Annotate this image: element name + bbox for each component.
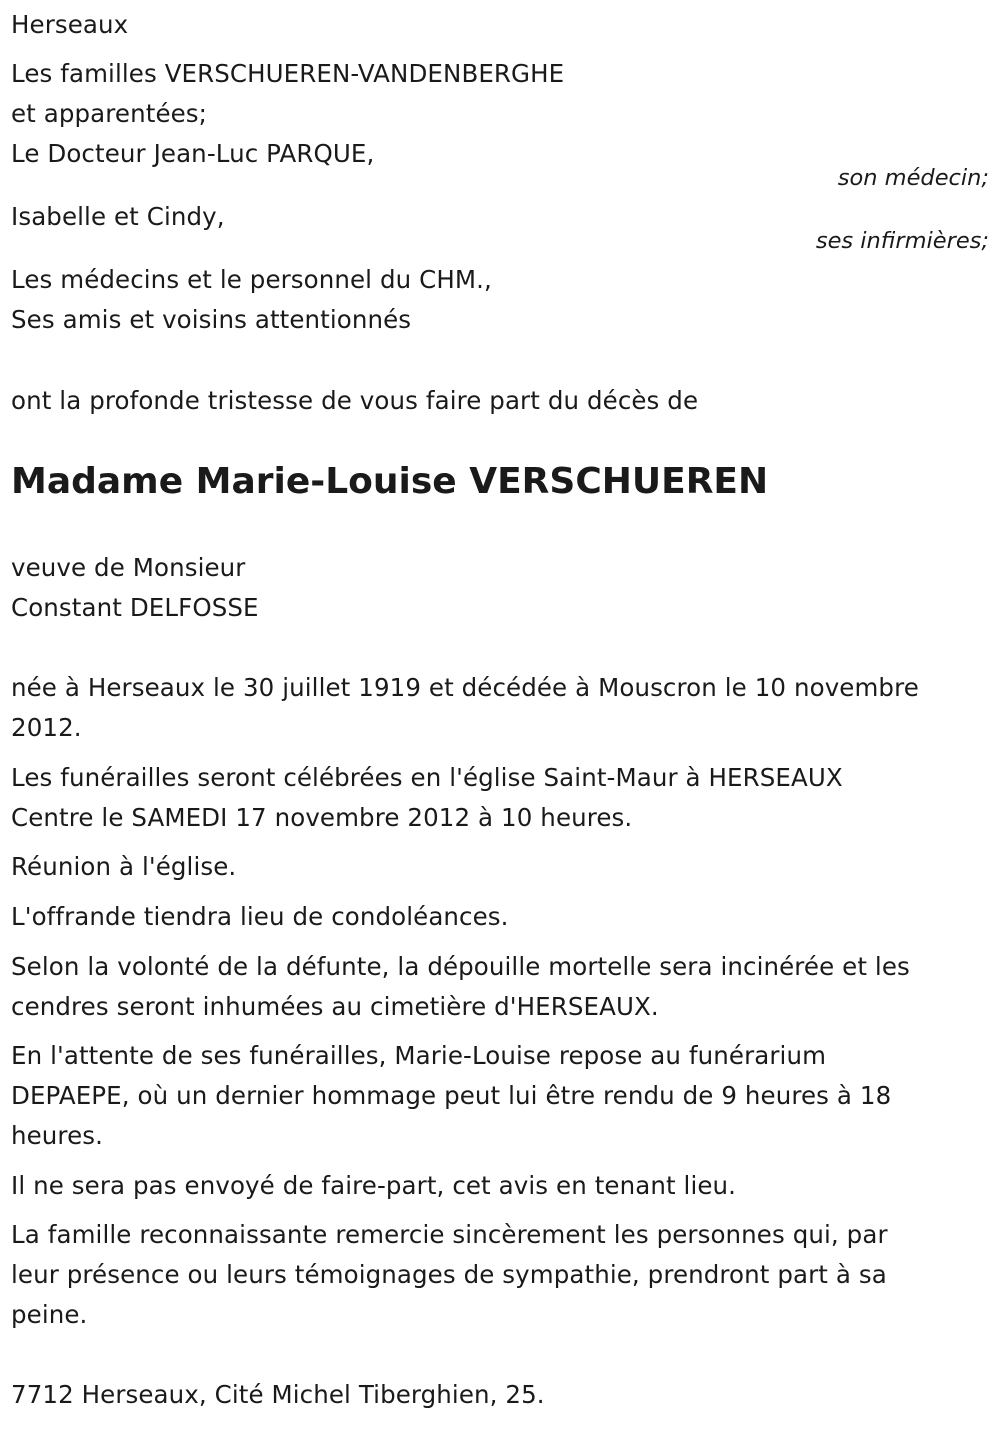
funerarium-line3: heures. bbox=[11, 1121, 103, 1150]
announcer-hospital-staff: Les médecins et le personnel du CHM., bbox=[11, 265, 492, 294]
cremation-line1: Selon la volonté de la défunte, la dépouille mortelle sera incinérée et les bbox=[11, 952, 910, 981]
birth-death-line1: née à Herseaux le 30 juillet 1919 et décédée à Mouscron le 10 novembre bbox=[11, 673, 919, 702]
birth-death-line2: 2012. bbox=[11, 713, 82, 742]
thanks-line3: peine. bbox=[11, 1300, 88, 1329]
offering-text: L'offrande tiendra lieu de condoléances. bbox=[11, 902, 509, 931]
nurses-role: ses infirmières; bbox=[815, 228, 989, 254]
funeral-line1: Les funérailles seront célébrées en l'église Saint-Maur à HERSEAUX bbox=[11, 763, 843, 792]
widow-of-line1: veuve de Monsieur bbox=[11, 553, 246, 582]
cremation-line2: cendres seront inhumées au cimetière d'HERSEAUX. bbox=[11, 992, 659, 1021]
announcement-text: ont la profonde tristesse de vous faire part du décès de bbox=[11, 386, 699, 415]
address-text: 7712 Herseaux, Cité Michel Tiberghien, 25. bbox=[11, 1380, 545, 1409]
reunion-text: Réunion à l'église. bbox=[11, 852, 237, 881]
thanks-line1: La famille reconnaissante remercie sincèrement les personnes qui, par bbox=[11, 1220, 888, 1249]
announcer-friends: Ses amis et voisins attentionnés bbox=[11, 305, 412, 334]
widow-of-line2: Constant DELFOSSE bbox=[11, 593, 259, 622]
deceased-name: Madame Marie-Louise VERSCHUEREN bbox=[11, 461, 769, 502]
announcer-nurses: Isabelle et Cindy, bbox=[11, 202, 225, 231]
funerarium-line1: En l'attente de ses funérailles, Marie-Louise repose au funérarium bbox=[11, 1041, 827, 1070]
location-header: Herseaux bbox=[11, 10, 129, 39]
obituary-notice bbox=[11, 0, 989, 1431]
doctor-role: son médecin; bbox=[837, 165, 989, 191]
notice-text: Il ne sera pas envoyé de faire-part, cet avis en tenant lieu. bbox=[11, 1171, 737, 1200]
funerarium-line2: DEPAEPE, où un dernier hommage peut lui être rendu de 9 heures à 18 bbox=[11, 1081, 892, 1110]
funeral-line2: Centre le SAMEDI 17 novembre 2012 à 10 heures. bbox=[11, 803, 633, 832]
announcer-relatives: et apparentées; bbox=[11, 99, 208, 128]
thanks-line2: leur présence ou leurs témoignages de sympathie, prendront part à sa bbox=[11, 1260, 887, 1289]
announcer-doctor: Le Docteur Jean-Luc PARQUE, bbox=[11, 139, 375, 168]
announcer-families: Les familles VERSCHUEREN-VANDENBERGHE bbox=[11, 59, 565, 88]
